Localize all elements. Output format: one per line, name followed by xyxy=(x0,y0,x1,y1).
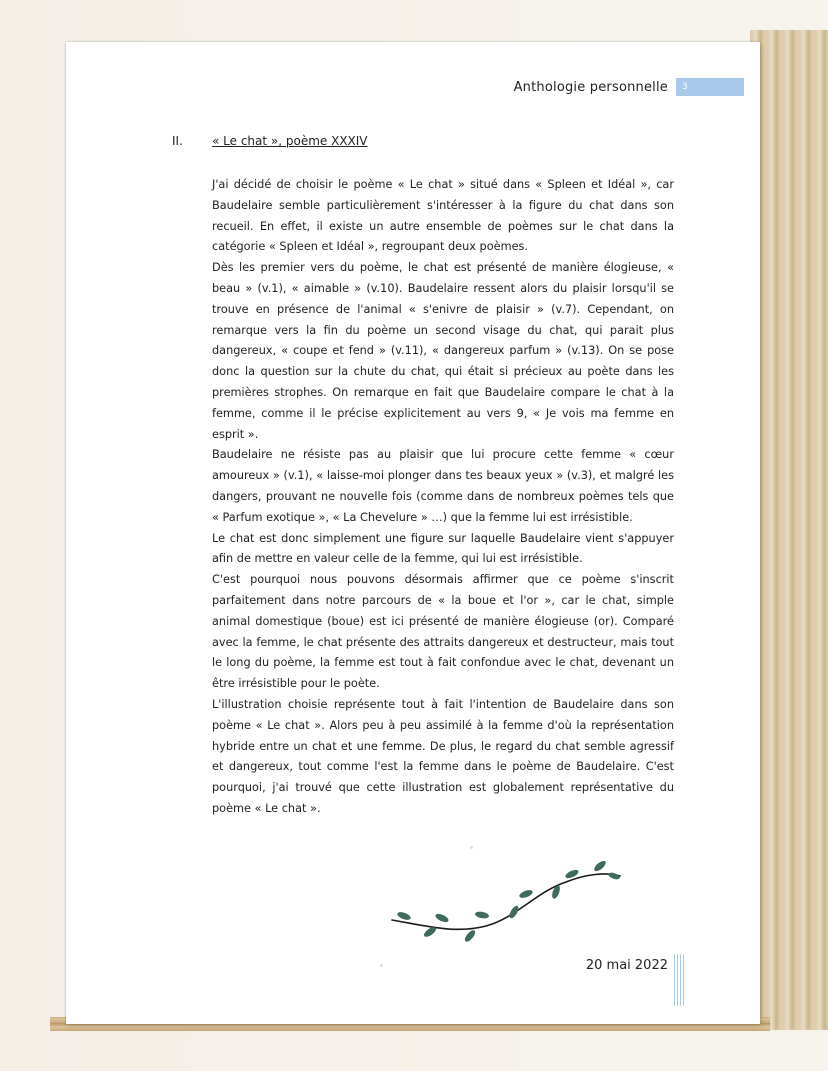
page-number-badge: 3 xyxy=(676,78,744,96)
paper-speck xyxy=(380,964,383,967)
leaf-icons xyxy=(396,859,620,943)
paragraph: Baudelaire ne résiste pas au plaisir que lui procure cette femme « cœur amoureux » (v.1), « laisse-moi plonger dans tes beaux yeux » (v.3), et malgré les dangers, prouvant ne nouvelle fois (comme dans de nombreux poèmes tels que « Parfum exotique », « La Chevelure » …) que la femme lui est irrésistible. xyxy=(212,448,674,524)
page-header xyxy=(514,76,744,98)
section-heading xyxy=(172,134,368,148)
accent-line xyxy=(683,954,684,1006)
paragraph: L'illustration choisie représente tout à fait l'intention de Baudelaire dans son poème « Le chat ». Alors peu à peu assimilé à la femme d'où la représentation hybride entre un chat et une femme. De plus, le regard du chat semble agressif et dangereux, tout comme l'est la femme dans le poème de Baudelaire. C'est pourquoi, j'ai trouvé que cette illustration est globalement représentative du poème « Le chat ». xyxy=(212,697,674,815)
branch-stem-icon xyxy=(392,874,620,929)
accent-line xyxy=(680,954,681,1006)
accent-line xyxy=(677,954,678,1006)
accent-line xyxy=(674,954,675,1006)
document-page xyxy=(66,42,760,1024)
body-text xyxy=(212,175,674,820)
header-title: Anthologie personnelle xyxy=(513,79,668,95)
paragraph: C'est pourquoi nous pouvons désormais affirmer que ce poème s'inscrit parfaitement dans notre parcours de « la boue et l'or », car le chat, simple animal domestique (boue) est ici présenté de manière élogieuse (or). Comparé avec la femme, le chat présente des attraits dangereux et destructeur, mais tout le long du poème, la femme est tout à fait confondue avec le chat, devenant un être irrésistible pour le poète. xyxy=(212,573,674,691)
section-number: II. xyxy=(172,134,183,148)
paragraph: J'ai décidé de choisir le poème « Le chat » situé dans « Spleen et Idéal », car Baudelaire semble particulièrement s'intéresser à la figure du chat dans son recueil. En effet, il existe un autre ensemble de poèmes sur le chat dans la catégorie « Spleen et Idéal », regroupant deux poèmes. xyxy=(212,178,674,254)
wood-edge-right xyxy=(750,30,828,1030)
footer-accent-lines xyxy=(674,954,684,1006)
leaf-branch-ornament xyxy=(386,852,626,952)
paragraph: Le chat est donc simplement une figure sur laquelle Baudelaire vient s'appuyer afin de mettre en valeur celle de la femme, qui lui est irrésistible. xyxy=(212,531,674,566)
paper-speck xyxy=(470,846,473,849)
paragraph: Dès les premier vers du poème, le chat est présenté de manière élogieuse, « beau » (v.1), « aimable » (v.10). Baudelaire ressent alors du plaisir lorsqu'il se trouve en présence de l'animal « s'enivre de plaisir » (v.7). Cependant, on remarque vers la fin du poème un second visage du chat, qui parait plus dangereux, « coupe et fend » (v.11), « dangereux parfum » (v.13). On se pose donc la question sur la chute du chat, qui était si précieux au poète dans les premières strophes. On remarque en fait que Baudelaire compare le chat à la femme, comme il le précise explicitement au vers 9, « Je vois ma femme en esprit ». xyxy=(212,261,674,441)
section-title: « Le chat », poème XXXIV xyxy=(212,134,368,148)
document-date: 20 mai 2022 xyxy=(585,958,668,973)
